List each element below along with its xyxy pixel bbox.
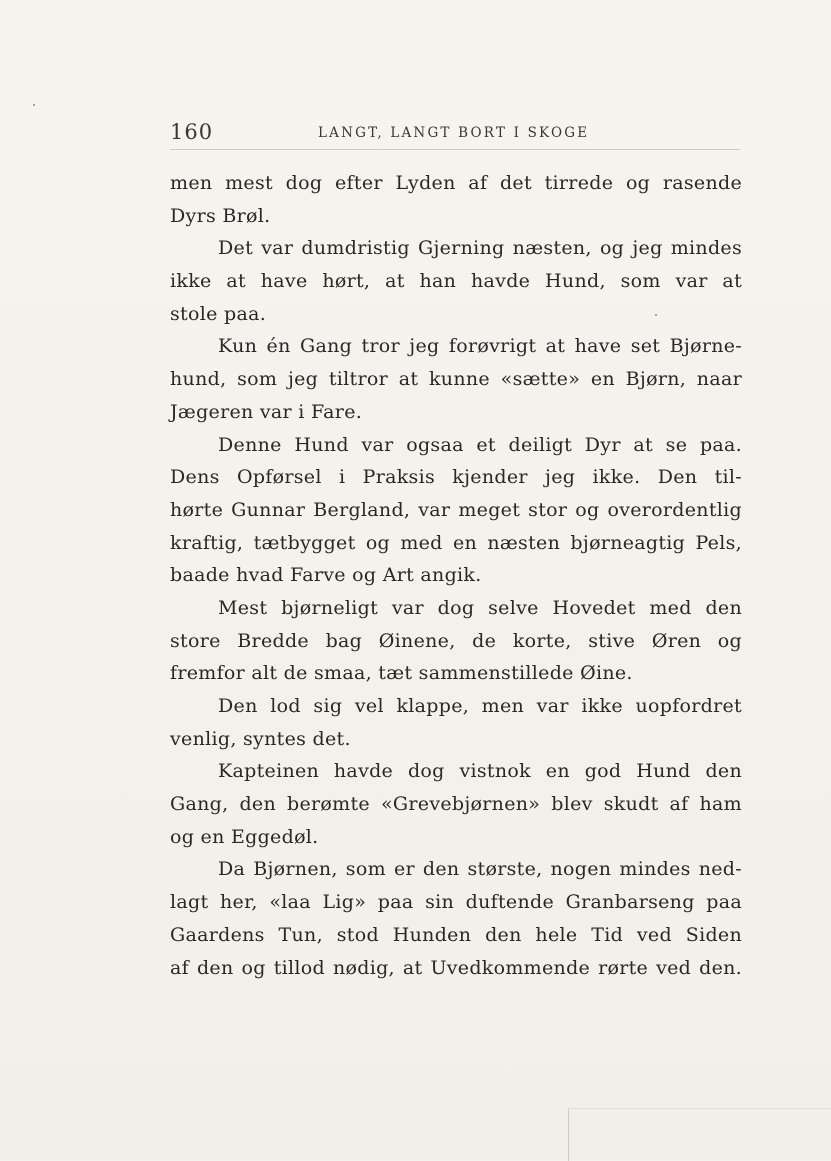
text-line: kraftig, tætbygget og med en næsten bjørneagtig Pels, [170, 531, 742, 554]
text-line: af den og tillod nødig, at Uvedkommende rørte ved den. [170, 956, 742, 979]
text-line: hund, som jeg tiltror at kunne «sætte» en Bjørn, naar [170, 368, 742, 391]
text-line: stole paa. [170, 302, 267, 325]
text-line: Det var dumdristig Gjerning næsten, og jeg mindes [218, 237, 742, 260]
paper-speck [655, 314, 657, 316]
text-line: Gang, den berømte «Grevebjørnen» blev skudt af ham [170, 793, 742, 816]
body-text [170, 167, 742, 984]
paper-speck [33, 104, 35, 106]
text-line: Kapteinen havde dog vistnok en god Hund den [218, 760, 742, 783]
text-line: Kun én Gang tror jeg forøvrigt at have set Bjørne- [218, 335, 742, 358]
page-header [170, 120, 740, 150]
text-line: og en Eggedøl. [170, 825, 319, 848]
text-line: Denne Hund var ogsaa et deiligt Dyr at se paa. [218, 433, 742, 456]
text-line: fremfor alt de smaa, tæt sammenstillede Øine. [170, 662, 633, 685]
page-edge-mark [568, 1108, 831, 1161]
text-line: Mest bjørneligt var dog selve Hovedet med den [218, 596, 742, 619]
text-line: hørte Gunnar Bergland, var meget stor og overordentlig [170, 498, 742, 521]
text-line: Jægeren var i Fare. [170, 400, 363, 423]
text-line: Gaardens Tun, stod Hunden den hele Tid ved Siden [170, 923, 742, 946]
text-line: baade hvad Farve og Art angik. [170, 564, 482, 587]
text-line: Dens Opførsel i Praksis kjender jeg ikke. Den til- [170, 466, 742, 489]
text-line: store Bredde bag Øinene, de korte, stive Øren og [170, 629, 742, 652]
text-line: ikke at have hørt, at han havde Hund, som var at [170, 270, 742, 293]
text-line: lagt her, «laa Lig» paa sin duftende Granbarseng paa [170, 891, 742, 914]
text-line: Den lod sig vel klappe, men var ikke uopfordret [218, 695, 742, 717]
text-line: Dyrs Brøl. [170, 204, 271, 227]
text-line: venlig, syntes det. [170, 727, 351, 750]
text-line: Da Bjørnen, som er den største, nogen mindes ned- [218, 858, 742, 881]
running-title: LANGT, LANGT BORT I SKOGE [318, 125, 590, 141]
header-rule [170, 149, 740, 150]
page-number: 160 [170, 120, 214, 144]
text-line: men mest dog efter Lyden af det tirrede og rasende [170, 172, 742, 194]
